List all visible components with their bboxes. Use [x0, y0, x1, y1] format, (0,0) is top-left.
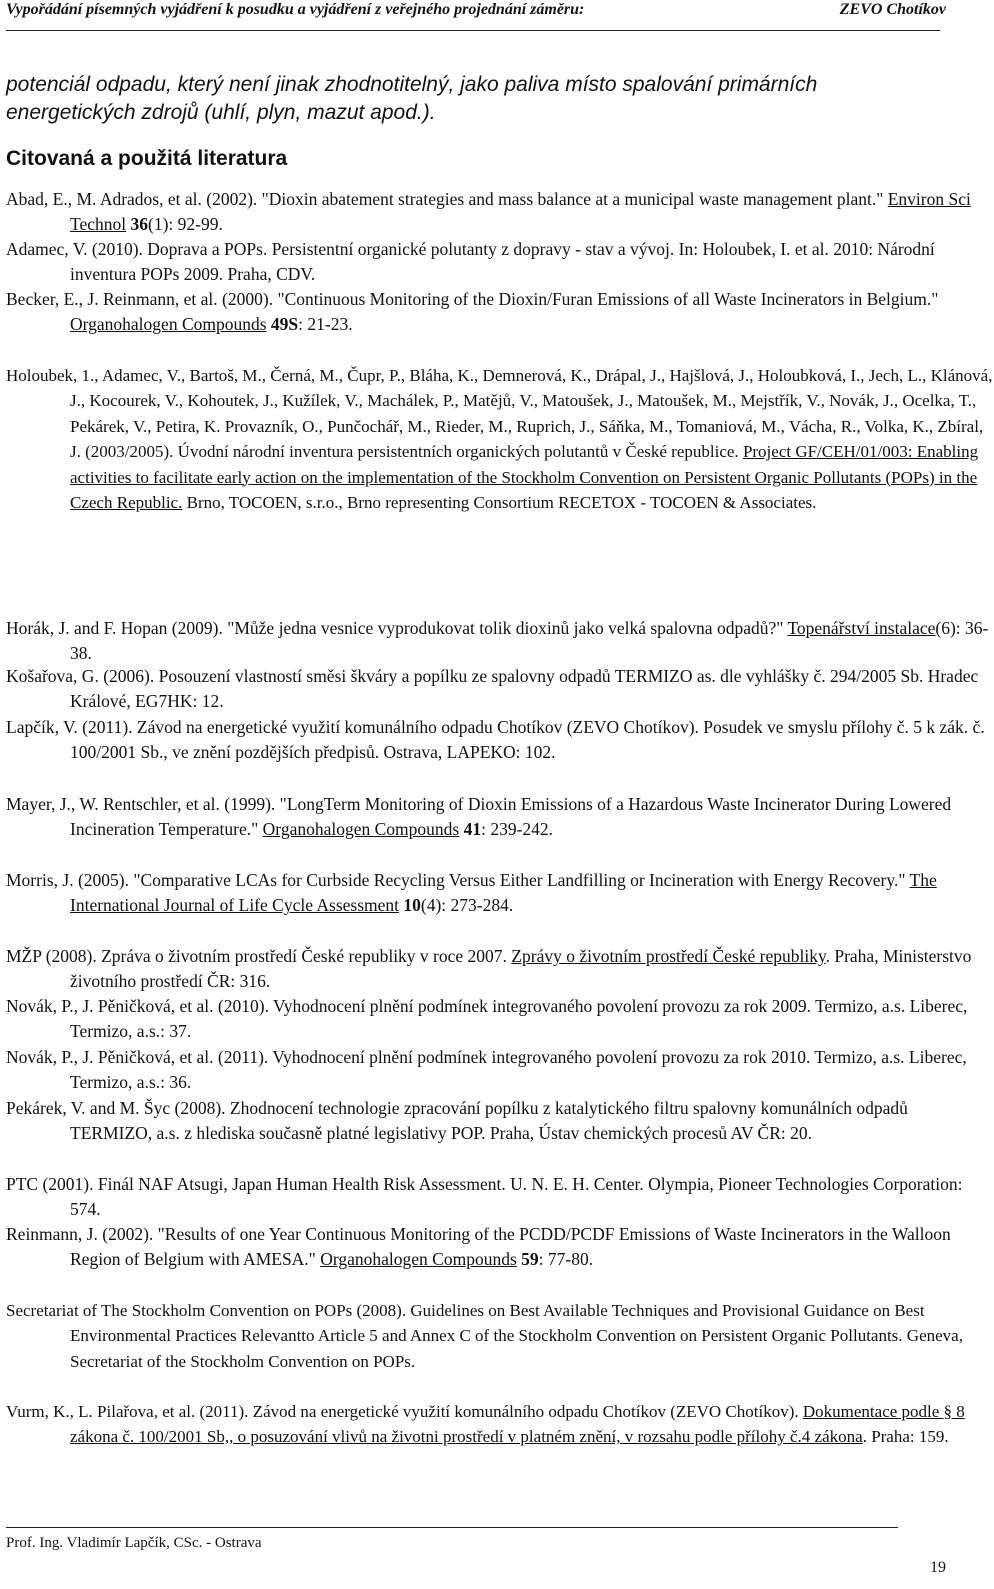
section-heading: Citovaná a použitá literatura [6, 147, 288, 170]
page-header [0, 0, 960, 34]
journal-title: Topenářství instalace [787, 618, 936, 638]
reference-item: PTC (2001). Finál NAF Atsugi, Japan Human Health Risk Assessment. U. N. E. H. Center. Olympia, Pioneer Technologies Corporation: 574. [6, 1174, 963, 1220]
intro-paragraph: potenciál odpadu, který není jinak zhodnotitelný, jako paliva místo spalování primárních energetických zdrojů (uhlí, plyn, mazut apod.). [6, 73, 818, 124]
header-project: ZEVO Chotíkov [839, 1, 946, 18]
reference-item: Mayer, J., W. Rentschler, et al. (1999). "LongTerm Monitoring of Dioxin Emissions of a Hazardous Waste Incinerator During Lowered Incineration Temperature." Organohalogen Compounds 41: 239-242. [6, 794, 952, 840]
footer-rule [6, 1527, 898, 1528]
reference-item: Horák, J. and F. Hopan (2009). "Může jedna vesnice vyprodukovat tolik dioxinů jako velká spalovna odpadů?" Topenářství instalace(6): 36-38. [6, 618, 989, 664]
journal-title: Environ Sci Technol [70, 189, 971, 235]
reference-item: Novák, P., J. Pěničková, et al. (2011). Vyhodnocení plnění podmínek integrovaného povolení provozu za rok 2010. Termizo, a.s. Liberec, Termizo, a.s.: 36. [6, 1047, 967, 1093]
journal-title: Zprávy o životním prostředí České republiky [511, 946, 826, 966]
reference-item: Vurm, K., L. Pilařova, et al. (2011). Závod na energetické využití komunálního odpadu Chotíkov (ZEVO Chotíkov). Dokumentace podle § 8 zákona č. 100/2001 Sb,, o posuzování vlivů na životni prostředí v platném znění, v rozsahu podle přílohy č.4 zákona. Praha: 159. [6, 1402, 965, 1447]
reference-item: Secretariat of The Stockholm Convention on POPs (2008). Guidelines on Best Available Techniques and Provisional Guidance on Best Environmental Practices Relevantto Article 5 and Annex C of the Stockholm Convention on Persistent Organic Pollutants. Geneva, Secretariat of the Stockholm Convention on POPs. [6, 1301, 963, 1371]
reference-item: Košařova, G. (2006). Posouzení vlastností směsi škváry a popílku ze spalovny odpadů TERMIZO as. dle vyhlášky č. 294/2005 Sb. Hradec Králové, EG7HK: 12. [6, 666, 979, 712]
journal-title: Organohalogen Compounds [320, 1249, 517, 1270]
page-number: 19 [930, 1559, 946, 1576]
project-title: Project GF/CEH/01/003: Enabling activities to facilitate early action on the implementation of the Stockholm Convention on Persistent Organic Pollutants (POPs) in the Czech Republic. [70, 442, 979, 513]
reference-item: Novák, P., J. Pěničková, et al. (2010). Vyhodnocení plnění podmínek integrovaného povolení provozu za rok 2009. Termizo, a.s. Liberec, Termizo, a.s.: 37. [6, 996, 968, 1042]
reference-item: MŽP (2008). Zpráva o životním prostředí České republiky v roce 2007. Zprávy o životním prostředí České republiky. Praha, Ministerstvo životního prostředí ČR: 316. [6, 946, 972, 992]
journal-title: Organohalogen Compounds [70, 314, 267, 335]
journal-title: The International Journal of Life Cycle Assessment [70, 870, 937, 916]
reference-item: Lapčík, V. (2011). Závod na energetické využití komunálního odpadu Chotíkov (ZEVO Chotíkov). Posudek ve smyslu přílohy č. 5 k zák. č. 100/2001 Sb., ve znění pozdějších předpisů. Ostrava, LAPEKO: 102. [6, 717, 985, 763]
reference-item: Abad, E., M. Adrados, et al. (2002). "Dioxin abatement strategies and mass balance at a municipal waste management plant." Environ Sci Technol 36(1): 92-99. [6, 189, 971, 235]
document-title: Dokumentace podle § 8 zákona č. 100/2001 Sb,, o posuzování vlivů na životni prostředí v platném znění, v rozsahu podle přílohy č.4 zákona [70, 1402, 965, 1447]
journal-title: Organohalogen Compounds [262, 819, 460, 840]
reference-item: Pekárek, V. and M. Šyc (2008). Zhodnocení technologie zpracování popílku z katalytického filtru spalovny komunálních odpadů TERMIZO, a.s. z hlediska současně platné legislativy POP. Praha, Ústav chemických procesů AV ČR: 20. [6, 1098, 908, 1144]
header-rule [6, 30, 940, 31]
footer-author: Prof. Ing. Vladimír Lapčík, CSc. - Ostrava [6, 1535, 262, 1551]
reference-item: Becker, E., J. Reinmann, et al. (2000). "Continuous Monitoring of the Dioxin/Furan Emissions of all Waste Incinerators in Belgium." Organohalogen Compounds 49S: 21-23. [6, 289, 939, 335]
reference-item: Adamec, V. (2010). Doprava a POPs. Persistentní organické polutanty z dopravy - stav a vývoj. In: Holoubek, I. et al. 2010: Národní inventura POPs 2009. Praha, CDV. [6, 239, 935, 285]
reference-item: Holoubek, 1., Adamec, V., Bartoš, M., Černá, M., Čupr, P., Bláha, K., Demnerová, K., Drápal, J., Hajšlová, J., Holoubková, I., Jech, L., Klánová, J., Kocourek, V., Kohoutek, J., Kužílek, V., Machálek, P., Matějů, V., Matoušek, J., Matoušek, M., Mejstřík, V., Novák, J., Ocelka, T., Pekárek, V., Petira, K. Provazník, O., Punčochář, M., Rieder, M., Ruprich, J., Sáňka, M., Tomaniová, M., Vácha, R., Volka, K., Zbíral, J. (2003/2005). Úvodní národní inventura persistentních organických polutantů v České republice. Project GF/CEH/01/003: Enabling activities to facilitate early action on the implementation of the Stockholm Convention on Persistent Organic Pollutants (POPs) in the Czech Republic. Brno, TOCOEN, s.r.o., Brno representing Consortium RECETOX - TOCOEN & Associates. [6, 366, 993, 513]
reference-item: Morris, J. (2005). "Comparative LCAs for Curbside Recycling Versus Either Landfilling or Incineration with Energy Recovery." The International Journal of Life Cycle Assessment 10(4): 273-284. [6, 870, 937, 916]
reference-item: Reinmann, J. (2002). "Results of one Year Continuous Monitoring of the PCDD/PCDF Emissions of Waste Incinerators in the Walloon Region of Belgium with AMESA." Organohalogen Compounds 59: 77-80. [6, 1224, 951, 1270]
header-title: Vypořádání písemných vyjádření k posudku a vyjádření z veřejného projednání záměru: [6, 1, 585, 18]
